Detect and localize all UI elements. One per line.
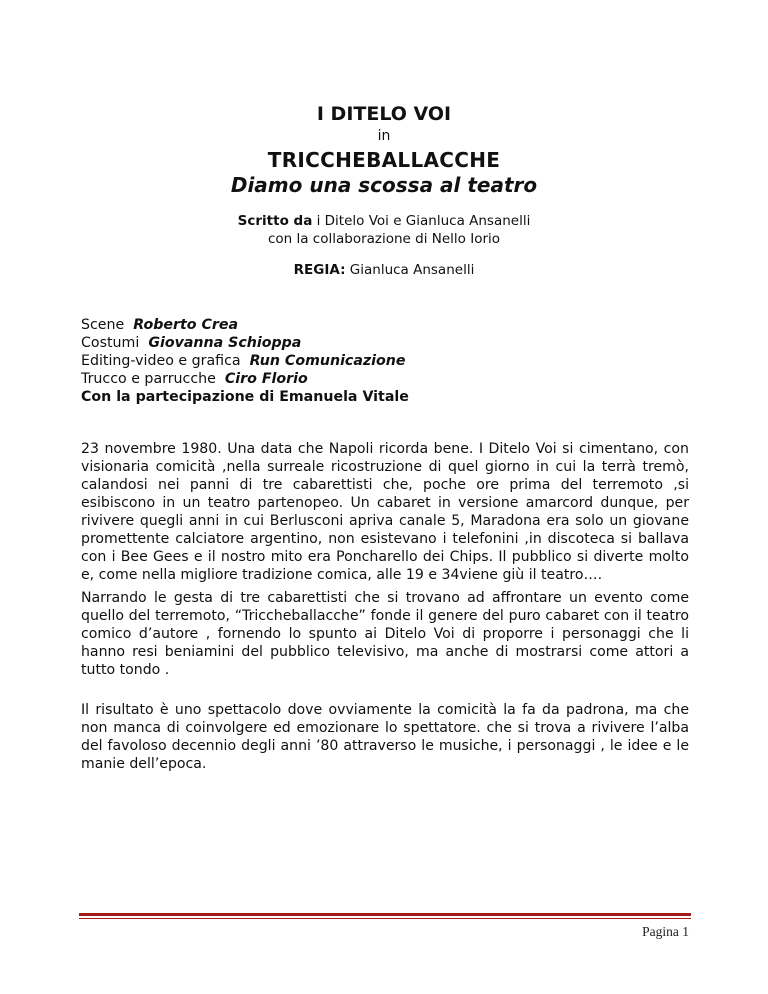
crew-editing-label: Editing-video e grafica [81,353,250,369]
director-value: Gianluca Ansanelli [345,262,475,278]
director-line [0,262,768,278]
crew-scene [81,316,409,334]
paragraph-synopsis: 23 novembre 1980. Una data che Napoli ricorda bene. I Ditelo Voi si cimentano, con visionaria comicità ,nella surreale ricostruzione di quel giorno in cui la terrà tremò, calandosi nei panni di tre cabarettisti che, poche ore prima del terremoto ,si esibiscono in un teatro partenopeo. Un cabaret in versione amarcord dunque, per rivivere quegli anni in cui Berlusconi apriva canale 5, Maradona era solo un giovane promettente calciatore argentino, non esistevano i telefonini ,in discoteca si ballava con i Bee Gees e il nostro mito era Poncharello dei Chips. Il pubblico si diverte molto e, come nella migliore tradizione comica, alle 19 e 34viene giù il teatro…. [81,441,689,583]
crew-trucco-value: Ciro Florio [224,371,308,387]
footer-rule-thick [79,913,691,916]
crew-partecipazione: Con la partecipazione di Emanuela Vitale [81,389,409,405]
crew-list [81,316,409,406]
crew-scene-label: Scene [81,317,134,333]
crew-editing-value: Run Comunicazione [249,353,406,369]
footer-rule-thin [79,918,691,919]
crew-costumi [81,334,409,352]
in-word: in [377,128,391,144]
written-by-value: i Ditelo Voi e Gianluca Ansanelli [312,213,531,229]
crew-scene-value: Roberto Crea [133,317,239,333]
show-subtitle: Diamo una scossa al teatro [230,173,538,197]
crew-costumi-value: Giovanna Schioppa [148,335,302,351]
collaboration-line: con la collaborazione di Nello Iorio [267,231,501,247]
crew-editing [81,352,409,370]
director-label: REGIA: [293,262,346,278]
paragraph-result: Il risultato è uno spettacolo dove ovviamente la comicità la fa da padrona, ma che non manca di coinvolgere ed emozionare lo spettatore. che si trova a rivivere l’alba del favoloso decennio degli anni ’80 attraverso le musiche, i personaggi , le idee e le manie dell’epoca. [81,702,689,772]
show-title: TRICCHEBALLACCHE [267,148,501,172]
crew-trucco [81,370,409,388]
writing-credits [0,212,768,248]
crew-costumi-label: Costumi [81,335,149,351]
paragraph-description: Narrando le gesta di tre cabarettisti che si trovano ad affrontare un evento come quello del terremoto, “Triccheballacche” fonde il genere del puro cabaret con il teatro comico d’autore , fornendo lo spunto ai Ditelo Voi di proporre i personaggi che li hanno resi beniamini del pubblico televisivo, ma anche di mostrarsi come attori a tutto tondo . [81,590,689,678]
crew-trucco-label: Trucco e parrucche [81,371,225,387]
written-by-line [0,212,768,230]
written-by-label: Scritto da [237,213,313,229]
page-number: Pagina 1 [642,924,689,939]
company-title: I DITELO VOI [316,103,452,125]
